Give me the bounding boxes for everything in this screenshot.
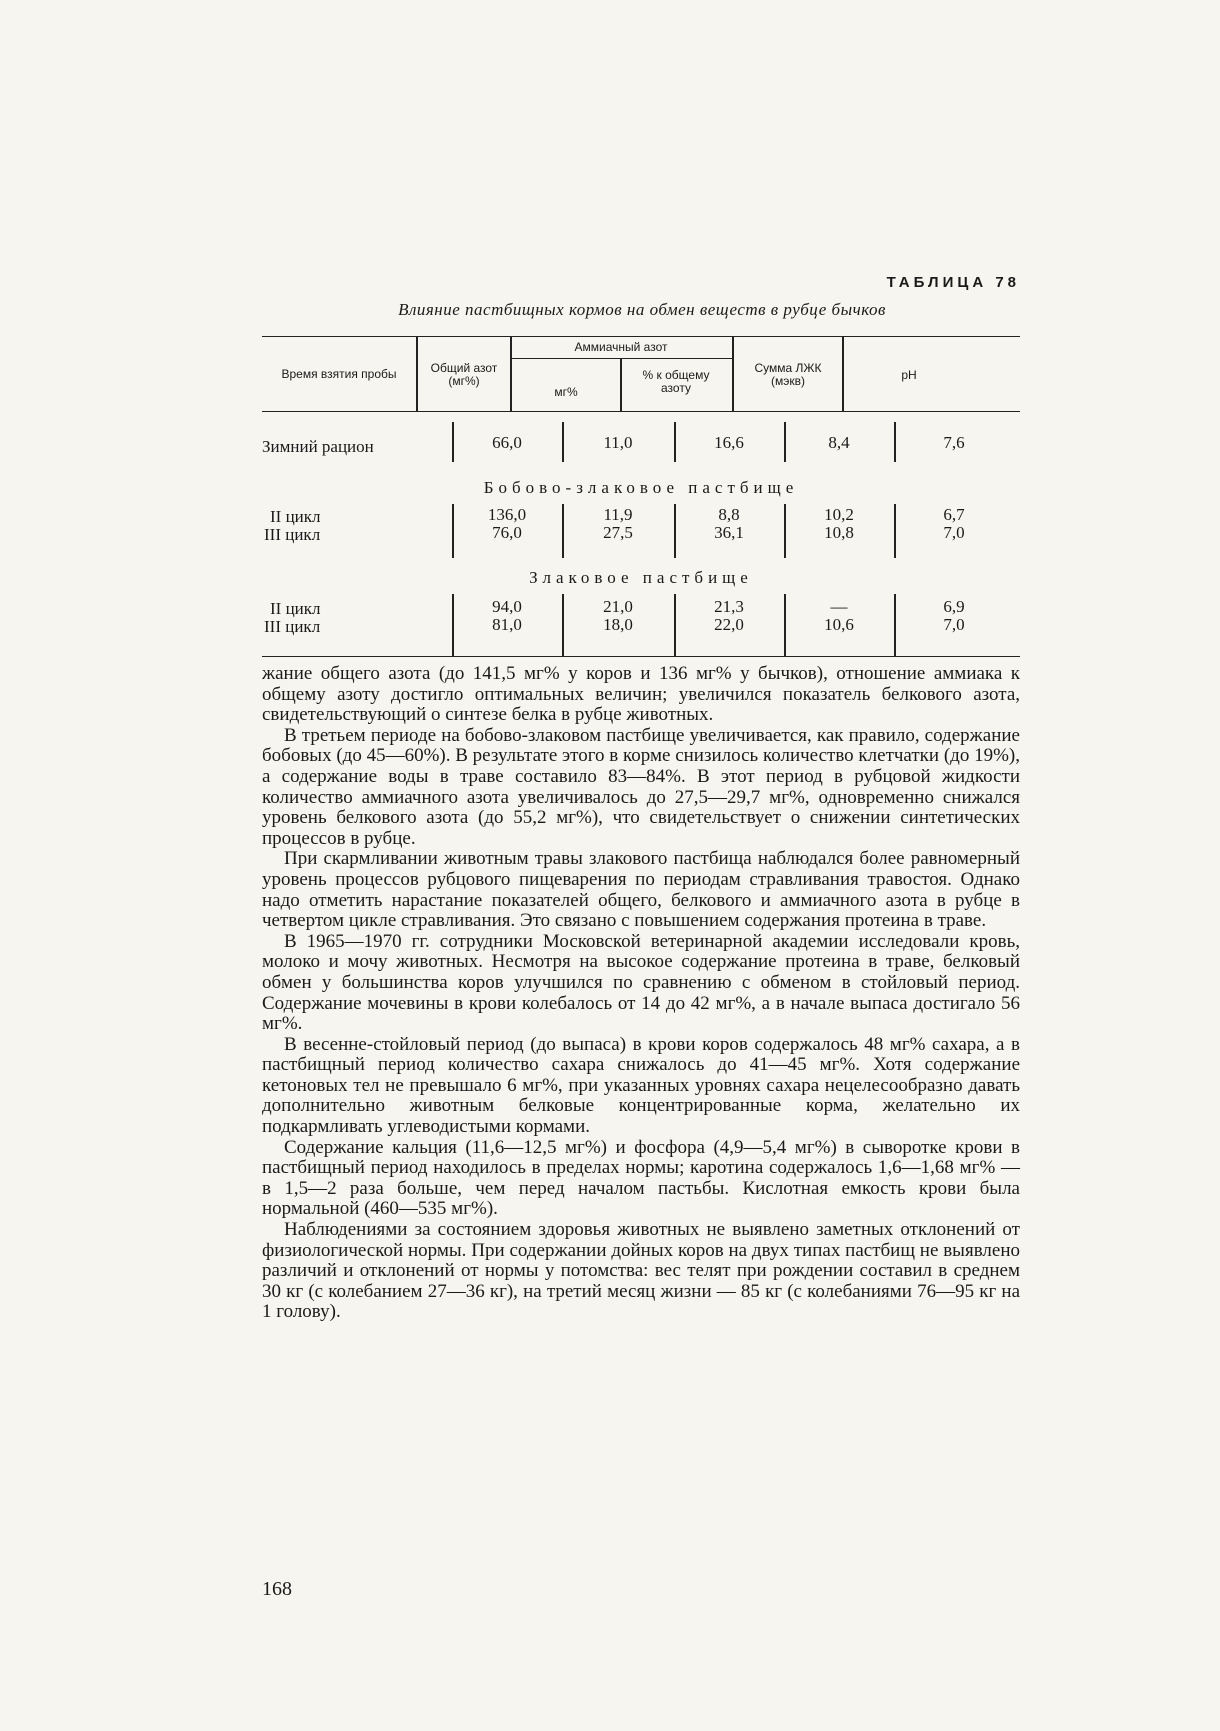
header-divider-3 (620, 358, 622, 412)
table-cell: 18,0 (603, 615, 633, 634)
table-cell: 8,4 (828, 433, 850, 452)
table-cell: 22,0 (714, 615, 744, 634)
row-label-winter: Зимний рацион (262, 437, 374, 456)
table-number: ТАБЛИЦА 78 (886, 274, 1020, 291)
table-cell: 21,0 (603, 597, 633, 616)
header-bottom-rule (262, 411, 1020, 412)
table-cell: 8,8 (718, 505, 740, 524)
body-text (262, 664, 1020, 1323)
data-table (262, 336, 1020, 658)
table-cell: 27,5 (603, 523, 633, 542)
table-cell: 94,0 (492, 597, 522, 616)
header-ammonia-nitrogen: Аммиачный азот (574, 340, 668, 354)
header-ph: pH (901, 368, 917, 382)
paragraph: В весенне-стойловый период (до выпаса) в крови коров содержалось 48 мг% сахара, а в пастбищный период количество сахара снижалось до 41—45 мг%. Хотя содержание кетоновых тел не превышало 6 мг%, при указанных уровнях сахара нецелесообразно давать дополнительно животным белковые концентрированные корма, желательно их подкармливать углеводистыми кормами. (262, 1033, 1020, 1138)
section-heading-grass-pasture: Злаковое пастбище (529, 568, 753, 587)
row-label: III цикл (264, 525, 321, 544)
paragraph: Содержание кальция (11,6—12,5 мг%) и фосфора (4,9—5,4 мг%) в сыворотке крови в пастбищный период находилось в пределах нормы; каротина содержалось 1,6—1,68 мг% — в 1,5—2 раза больше, чем перед началом пастьбы. Кислотная емкость крови была нормальной (460—535 мг%). (262, 1136, 1020, 1220)
table-bottom-rule (262, 656, 1020, 657)
table-cell: 81,0 (492, 615, 522, 634)
header-vfa-sum: Сумма ЛЖК (мэкв) (754, 361, 822, 388)
table-cell: 10,2 (824, 505, 854, 524)
table-cell: 11,0 (603, 433, 633, 452)
table-cell: 76,0 (492, 523, 522, 542)
header-ammonia-percent: % к общему азоту (642, 368, 710, 395)
table-cell: — (830, 597, 848, 616)
header-ammonia-mg: мг% (554, 385, 578, 399)
table-cell: 7,6 (943, 433, 965, 452)
header-total-nitrogen: Общий азот (мг%) (430, 361, 498, 388)
table-top-rule (262, 336, 1020, 337)
table-cell: 16,6 (714, 433, 744, 452)
page-number: 168 (262, 1578, 292, 1600)
paragraph: Наблюдениями за состоянием здоровья животных не выявлено заметных отклонений от физиологической нормы. При содержании дойных коров на двух типах пастбищ не выявлено различий и отклонений от нормы у потомства: вес телят при рождении составил в среднем 30 кг (с колебанием 27—36 кг), на третий месяц жизни — 85 кг (с колебаниями 76—95 кг на 1 голову). (262, 1219, 1020, 1323)
table-cell: 66,0 (492, 433, 522, 452)
table-cell: 10,6 (824, 615, 854, 634)
header-divider-1 (416, 336, 418, 412)
table-caption: Влияние пастбищных кормов на обмен веществ в рубце бычков (398, 300, 886, 319)
header-divider-4 (732, 336, 734, 412)
table-cell: 11,9 (603, 505, 633, 524)
row-label: II цикл (270, 507, 321, 526)
table-cell: 6,7 (943, 505, 965, 524)
paragraph: жание общего азота (до 141,5 мг% у коров и 136 мг% у бычков), отношение аммиака к общему азоту достигло оптимальных величин; увеличился показатель белкового азота, свидетельствующий о синтезе белка в рубце животных. (262, 663, 1020, 726)
table-cell: 7,0 (943, 523, 965, 542)
table-cell: 136,0 (487, 505, 527, 524)
table-cell: 36,1 (714, 523, 744, 542)
table-cell: 21,3 (714, 597, 744, 616)
table-cell: 10,8 (824, 523, 854, 542)
section-heading-legume-grass-pasture: Бобово-злаковое пастбище (483, 478, 799, 497)
row-label: II цикл (270, 599, 321, 618)
row-label: III цикл (264, 617, 321, 636)
paragraph: При скармливании животным травы злакового пастбища наблюдался более равномерный уровень процессов рубцового пищеварения по периодам стравливания травостоя. Однако надо отметить нарастание показателей общего, белкового и аммиачного азота в рубце в четвертом цикле стравливания. Это связано с повышением содержания протеина в траве. (262, 848, 1020, 932)
table-cell: 7,0 (943, 615, 965, 634)
paragraph: В третьем периоде на бобово-злаковом пастбище увеличивается, как правило, содержание бобовых (до 45—60%). В результате этого в корме снизилось количество клетчатки (до 19%), а содержание воды в траве составило 83—84%. В этот период в рубцовой жидкости количество аммиачного азота увеличивалось до 27,5—29,7 мг%, одновременно снижался уровень белкового азота (до 55,2 мг%), что свидетельствует о снижении синтетических процессов в рубце. (262, 724, 1020, 849)
paragraph: В 1965—1970 гг. сотрудники Московской ветеринарной академии исследовали кровь, молоко и мочу животных. Несмотря на высокое содержание протеина в траве, белковый обмен у большинства коров улучшился по сравнению с обменом в стойловый период. Содержание мочевины в крови колебалось от 14 до 42 мг%, а в начале выпаса достигало 56 мг%. (262, 930, 1020, 1035)
table-cell: 6,9 (943, 597, 965, 616)
header-time: Время взятия пробы (281, 367, 397, 381)
